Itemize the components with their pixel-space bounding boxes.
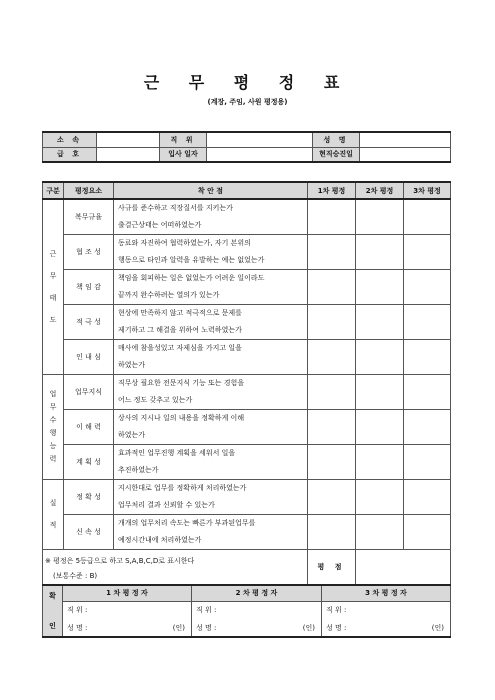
entry-date-label: 입사 일자 bbox=[160, 147, 207, 162]
evaluation-note bbox=[43, 550, 308, 586]
first-evaluator-name[interactable] bbox=[63, 619, 192, 637]
confirm-label: 확 인 bbox=[43, 585, 63, 637]
evaluation-table bbox=[42, 181, 451, 586]
name-label: 성 명 bbox=[313, 132, 360, 147]
name-value[interactable] bbox=[360, 132, 451, 147]
document-subtitle: (계장, 주임, 사원 평정용) bbox=[207, 98, 288, 106]
element-name: 협 조 성 bbox=[64, 235, 114, 270]
first-score-cell[interactable] bbox=[308, 340, 356, 375]
seal-mark: (인) bbox=[172, 623, 185, 632]
third-score-cell[interactable] bbox=[404, 270, 451, 305]
criteria-line: 책임을 회피하는 일은 없었는가 어려운 일이라도 bbox=[118, 274, 265, 282]
criteria-line: 매사에 참을성있고 자제심을 가지고 일을 bbox=[118, 344, 242, 352]
third-score-cell[interactable] bbox=[404, 305, 451, 340]
first-score-cell[interactable] bbox=[308, 305, 356, 340]
name-line-label: 성 명 : bbox=[326, 623, 347, 632]
criteria-line: 효과적인 업무진행 계획을 세워서 일을 bbox=[118, 449, 236, 457]
third-score-cell[interactable] bbox=[404, 515, 451, 550]
second-score-cell[interactable] bbox=[356, 445, 404, 480]
promotion-date-label: 현직승진일 bbox=[313, 147, 360, 162]
element-name: 계 획 성 bbox=[64, 445, 114, 480]
third-score-cell[interactable] bbox=[404, 375, 451, 410]
table-row bbox=[43, 410, 451, 445]
category-label: 실 적 bbox=[43, 480, 64, 550]
element-name: 인 내 심 bbox=[64, 340, 114, 375]
table-row bbox=[43, 340, 451, 375]
criteria-line: 지시한대로 업무를 정확하게 처리하였는가 bbox=[118, 484, 247, 492]
name-line-label: 성 명 : bbox=[196, 623, 217, 632]
element-name: 복무규율 bbox=[64, 199, 114, 235]
table-row bbox=[43, 515, 451, 550]
third-score-cell[interactable] bbox=[404, 235, 451, 270]
table-row bbox=[43, 375, 451, 410]
criteria-line: 하였는가 bbox=[118, 361, 146, 369]
table-row bbox=[43, 480, 451, 515]
criteria-line: 예정시간내에 처리하였는가 bbox=[118, 536, 202, 544]
first-score-cell[interactable] bbox=[308, 199, 356, 235]
position-label: 직 위 bbox=[160, 132, 207, 147]
name-line-label: 성 명 : bbox=[67, 623, 88, 632]
rank-label: 급 호 bbox=[43, 147, 97, 162]
employee-info-table bbox=[42, 131, 451, 163]
third-score-cell[interactable] bbox=[404, 445, 451, 480]
third-score-cell[interactable] bbox=[404, 410, 451, 445]
criteria-line: 동료와 자진하여 협력하였는가, 자기 본위의 bbox=[118, 239, 251, 247]
third-score-cell[interactable] bbox=[404, 340, 451, 375]
criteria-text bbox=[114, 445, 308, 480]
entry-date-value[interactable] bbox=[207, 147, 313, 162]
table-row bbox=[43, 305, 451, 340]
position-value[interactable] bbox=[207, 132, 313, 147]
first-score-cell[interactable] bbox=[308, 480, 356, 515]
table-row bbox=[43, 445, 451, 480]
element-name: 신 속 성 bbox=[64, 515, 114, 550]
second-score-cell[interactable] bbox=[356, 235, 404, 270]
criteria-line: 출결근상태는 어떠하였는가 bbox=[118, 221, 202, 229]
document-title: 근 무 평 정 표 bbox=[143, 73, 352, 92]
criteria-line: 현상에 만족하지 않고 적극적으로 문제를 bbox=[118, 309, 242, 317]
criteria-text bbox=[114, 305, 308, 340]
category-header: 구분 bbox=[43, 182, 64, 199]
table-row bbox=[43, 270, 451, 305]
criteria-line: 끝까지 완수하려는 열의가 있는가 bbox=[118, 291, 220, 299]
rank-value[interactable] bbox=[97, 147, 160, 162]
third-score-header: 3차 평정 bbox=[404, 182, 451, 199]
third-evaluator-position[interactable]: 직 위 : bbox=[322, 601, 451, 619]
first-evaluator-position[interactable]: 직 위 : bbox=[63, 601, 192, 619]
criteria-text bbox=[114, 410, 308, 445]
first-evaluator-header: 1 차 평 정 자 bbox=[63, 585, 192, 601]
criteria-text bbox=[114, 235, 308, 270]
promotion-date-value[interactable] bbox=[360, 147, 451, 162]
third-evaluator-name[interactable] bbox=[322, 619, 451, 637]
seal-mark: (인) bbox=[431, 623, 444, 632]
criteria-line: 어느 정도 갖추고 있는가 bbox=[118, 396, 193, 404]
criteria-line: 상사의 지시나 일의 내용을 정확하게 이해 bbox=[118, 414, 245, 422]
note-line-1: ※ 평정은 5등급으로 하고 S,A,B,C,D로 표시한다 bbox=[45, 557, 195, 565]
criteria-line: 사규를 준수하고 직장질서를 지키는가 bbox=[118, 204, 233, 212]
first-score-cell[interactable] bbox=[308, 410, 356, 445]
criteria-line: 업무처리 결과 신뢰할 수 있는가 bbox=[118, 501, 215, 509]
element-name: 정 확 성 bbox=[64, 480, 114, 515]
first-score-cell[interactable] bbox=[308, 445, 356, 480]
second-evaluator-position[interactable]: 직 위 : bbox=[192, 601, 322, 619]
second-score-cell[interactable] bbox=[356, 305, 404, 340]
element-name: 업무지식 bbox=[64, 375, 114, 410]
criteria-text bbox=[114, 199, 308, 235]
element-name: 책 임 감 bbox=[64, 270, 114, 305]
confirmation-table bbox=[42, 584, 451, 638]
first-score-cell[interactable] bbox=[308, 235, 356, 270]
second-score-cell[interactable] bbox=[356, 515, 404, 550]
criteria-line: 추진하였는가 bbox=[118, 466, 159, 474]
criteria-text bbox=[114, 270, 308, 305]
criteria-line: 개개의 업무처리 속도는 빠른가 부과된업무를 bbox=[118, 519, 256, 527]
second-evaluator-header: 2 차 평 정 자 bbox=[192, 585, 322, 601]
third-score-cell[interactable] bbox=[404, 199, 451, 235]
criteria-line: 하였는가 bbox=[118, 431, 146, 439]
second-score-cell[interactable] bbox=[356, 375, 404, 410]
second-score-cell[interactable] bbox=[356, 199, 404, 235]
third-evaluator-header: 3 차 평 정 자 bbox=[322, 585, 451, 601]
second-score-header: 2차 평정 bbox=[356, 182, 404, 199]
second-evaluator-name[interactable] bbox=[192, 619, 322, 637]
table-row bbox=[43, 235, 451, 270]
criteria-header: 착 안 점 bbox=[114, 182, 308, 199]
second-score-cell[interactable] bbox=[356, 340, 404, 375]
dept-label: 소 속 bbox=[43, 132, 97, 147]
criteria-text bbox=[114, 340, 308, 375]
element-name: 이 해 력 bbox=[64, 410, 114, 445]
first-score-cell[interactable] bbox=[308, 270, 356, 305]
criteria-line: 제기하고 그 해결을 위하여 노력하였는가 bbox=[118, 326, 242, 334]
third-score-cell[interactable] bbox=[404, 480, 451, 515]
first-score-header: 1차 평정 bbox=[308, 182, 356, 199]
criteria-text bbox=[114, 480, 308, 515]
category-label: 근 무 태 도 bbox=[43, 199, 64, 375]
second-score-cell[interactable] bbox=[356, 480, 404, 515]
score-value[interactable] bbox=[356, 550, 451, 586]
dept-value[interactable] bbox=[97, 132, 160, 147]
criteria-line: 직무상 필요한 전문지식 기능 또는 경험을 bbox=[118, 379, 245, 387]
note-line-2: (보통수준 : B) bbox=[53, 572, 98, 580]
table-row bbox=[43, 199, 451, 235]
second-score-cell[interactable] bbox=[356, 270, 404, 305]
first-score-cell[interactable] bbox=[308, 515, 356, 550]
category-label: 업 무 수 행 능 력 bbox=[43, 375, 64, 480]
second-score-cell[interactable] bbox=[356, 410, 404, 445]
score-label: 평 점 bbox=[308, 550, 356, 586]
element-header: 평정요소 bbox=[64, 182, 114, 199]
criteria-text bbox=[114, 375, 308, 410]
first-score-cell[interactable] bbox=[308, 375, 356, 410]
criteria-text bbox=[114, 515, 308, 550]
element-name: 적 극 성 bbox=[64, 305, 114, 340]
criteria-line: 행동으로 타인과 알력을 유발하는 예는 없었는가 bbox=[118, 256, 265, 264]
seal-mark: (인) bbox=[302, 623, 315, 632]
